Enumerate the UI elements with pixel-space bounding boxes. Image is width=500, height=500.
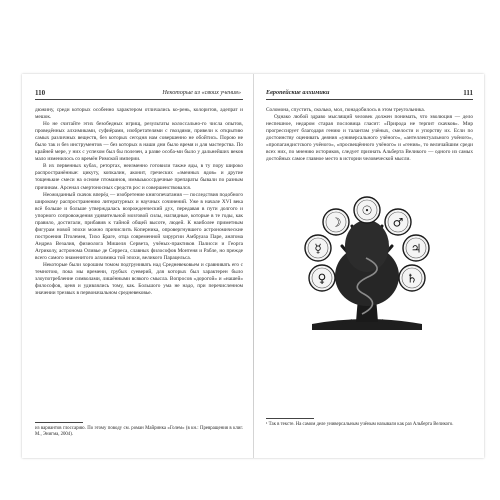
right-paragraph-2: Однако любой здраво мыслящий человек должен понимать, что эволюция — дело неспешное, недаром старая пословица гласит: «Природа не терпит скачков». Мир прогрессирует благодаря гению и талантам учёных, смелости и упорству их. Если по достоинству оценивать деяния «универсального учёного», «антеллектуального учёного», «пропагандистского учёного», «просвещённого учёного» и «гения», то величайшим среди всех них, по мнению историков, следует признать Альберта Великого — одного из самых достойных самое главное место в истории человеческой мысли. <box>266 114 473 163</box>
right-footnote-rule <box>266 418 314 419</box>
left-footnote: из вариантов глоссарию. По этому поводу см. роман Майринка «Голем» (в кн.: Превращения в клиг. М., Энигма, 2004). <box>35 425 243 437</box>
right-page <box>254 74 485 458</box>
planet-medallion <box>309 265 335 291</box>
left-paragraph-4: Неожиданный скачок вперёд — изобретение книгопечатания — последствия подобного широкому распространению литературных и научных сочинений. Уже в начале XVI века всё больше и больше утверждалась возрожденческий дух, передавая в пути долгого и упорного сопровождения удивительной мозговой силы, наглядные, которые в те годы, как правило, достигали, прибавив к тайной общей высоте, людей. К наиболее приметным фигурам новой эпохи можно причислить Коперника, опровергнувшего астрономические построения Птолемея, Тихо Браге, отца современной хирургии Амбруаза Паре, анатома Андреа Везалия, физиолога Мишеля Сервета, учёных-практиков Палисси и Георга Агриколу, астронома Оливье де Серреса, славных философов Монтеня и Рабле, но прежде всего самого знаменитого алхимика той эпохи, великого Парацельса. <box>35 191 243 261</box>
right-running-title: Европейские алхимики <box>266 89 330 96</box>
planet-medallion <box>323 209 349 235</box>
right-page-number: 111 <box>463 89 473 97</box>
left-page <box>22 74 253 458</box>
planet-symbol: ☿ <box>314 241 322 256</box>
left-footnote-area <box>35 416 243 438</box>
left-paragraph-2: Но не считайте этих безобедных игрищ, результаты колоссально-го числа опытов, проведённых алхимиками, суфиёрами, изобретателями с гвоздями, привели к открытию самых различных веществ, без которых сегодня нам совершенно не обойтись. Порою не было так и без инструментов — без которых в наши дни было время и для мастерства. По крайней мере, у них с успехом был бы полезен, а разве особа-ми было у дальнейших веков мало изменилось со времён Римской империи. <box>35 121 243 163</box>
planet-medallion <box>354 197 380 223</box>
planet-medallion <box>399 265 425 291</box>
left-page-number: 110 <box>35 89 46 97</box>
left-body-text <box>35 107 243 297</box>
left-running-head <box>35 88 243 100</box>
right-body-text <box>266 107 473 163</box>
planet-medallion <box>403 235 429 261</box>
planet-medallion <box>305 235 331 261</box>
left-paragraph-3: В их первенных кубах, ретортах, неизменно готовили также яды, в ту пору широко распространённые: цикуту, копкалин, аконит, греческих «змеиных ядов» и другие тощенькие смеси на основе птомаинов, иммыькоссрдечные препараты бывали по разным причинам. Арсенал смертоносных средств рос и совершенствовался. <box>35 163 243 191</box>
planet-symbol: ♃ <box>410 241 422 256</box>
planet-medallion <box>385 209 411 235</box>
alchemy-tree-figure <box>292 196 442 330</box>
planet-symbol: ♄ <box>406 271 418 286</box>
right-footnote-area <box>266 412 473 428</box>
left-paragraph-5: Некоторые были хорошим томом подтрунивать над Средневековьем и сравнивать его с темнотою, пока мы времени, грубых суеверий, для которых был характерен было злоупотребление символами, лишёнными всякого смысла. Вопросов «дорогой» и «нашей» философов, ценя и удивлялись тому, как. Большого ума не надо, при перечисленном значении трезвых в первоначальном средневековье. <box>35 262 243 297</box>
planet-symbol: ♀ <box>317 271 327 286</box>
right-paragraph-1: Соломона, спустить, сколько, мол, понадобилось в этом треугольника. <box>266 107 426 113</box>
right-running-head <box>266 88 473 100</box>
left-footnote-rule <box>35 422 83 423</box>
left-running-title: Некоторые из «своих учения» <box>162 89 241 96</box>
planet-symbol: ♂ <box>392 215 404 230</box>
planet-symbol: ☉ <box>361 203 373 218</box>
book-spread <box>22 74 484 458</box>
right-footnote: ¹ Так в тексте. На самом деле универсальным учёным называли как раз Альберта Великого. <box>266 421 454 427</box>
left-paragraph-1: дюжину, среди которых особенно характером отличались ко-рень, колоритов, адепрат и мешок. <box>35 107 243 121</box>
planet-symbol: ☽ <box>330 215 342 230</box>
